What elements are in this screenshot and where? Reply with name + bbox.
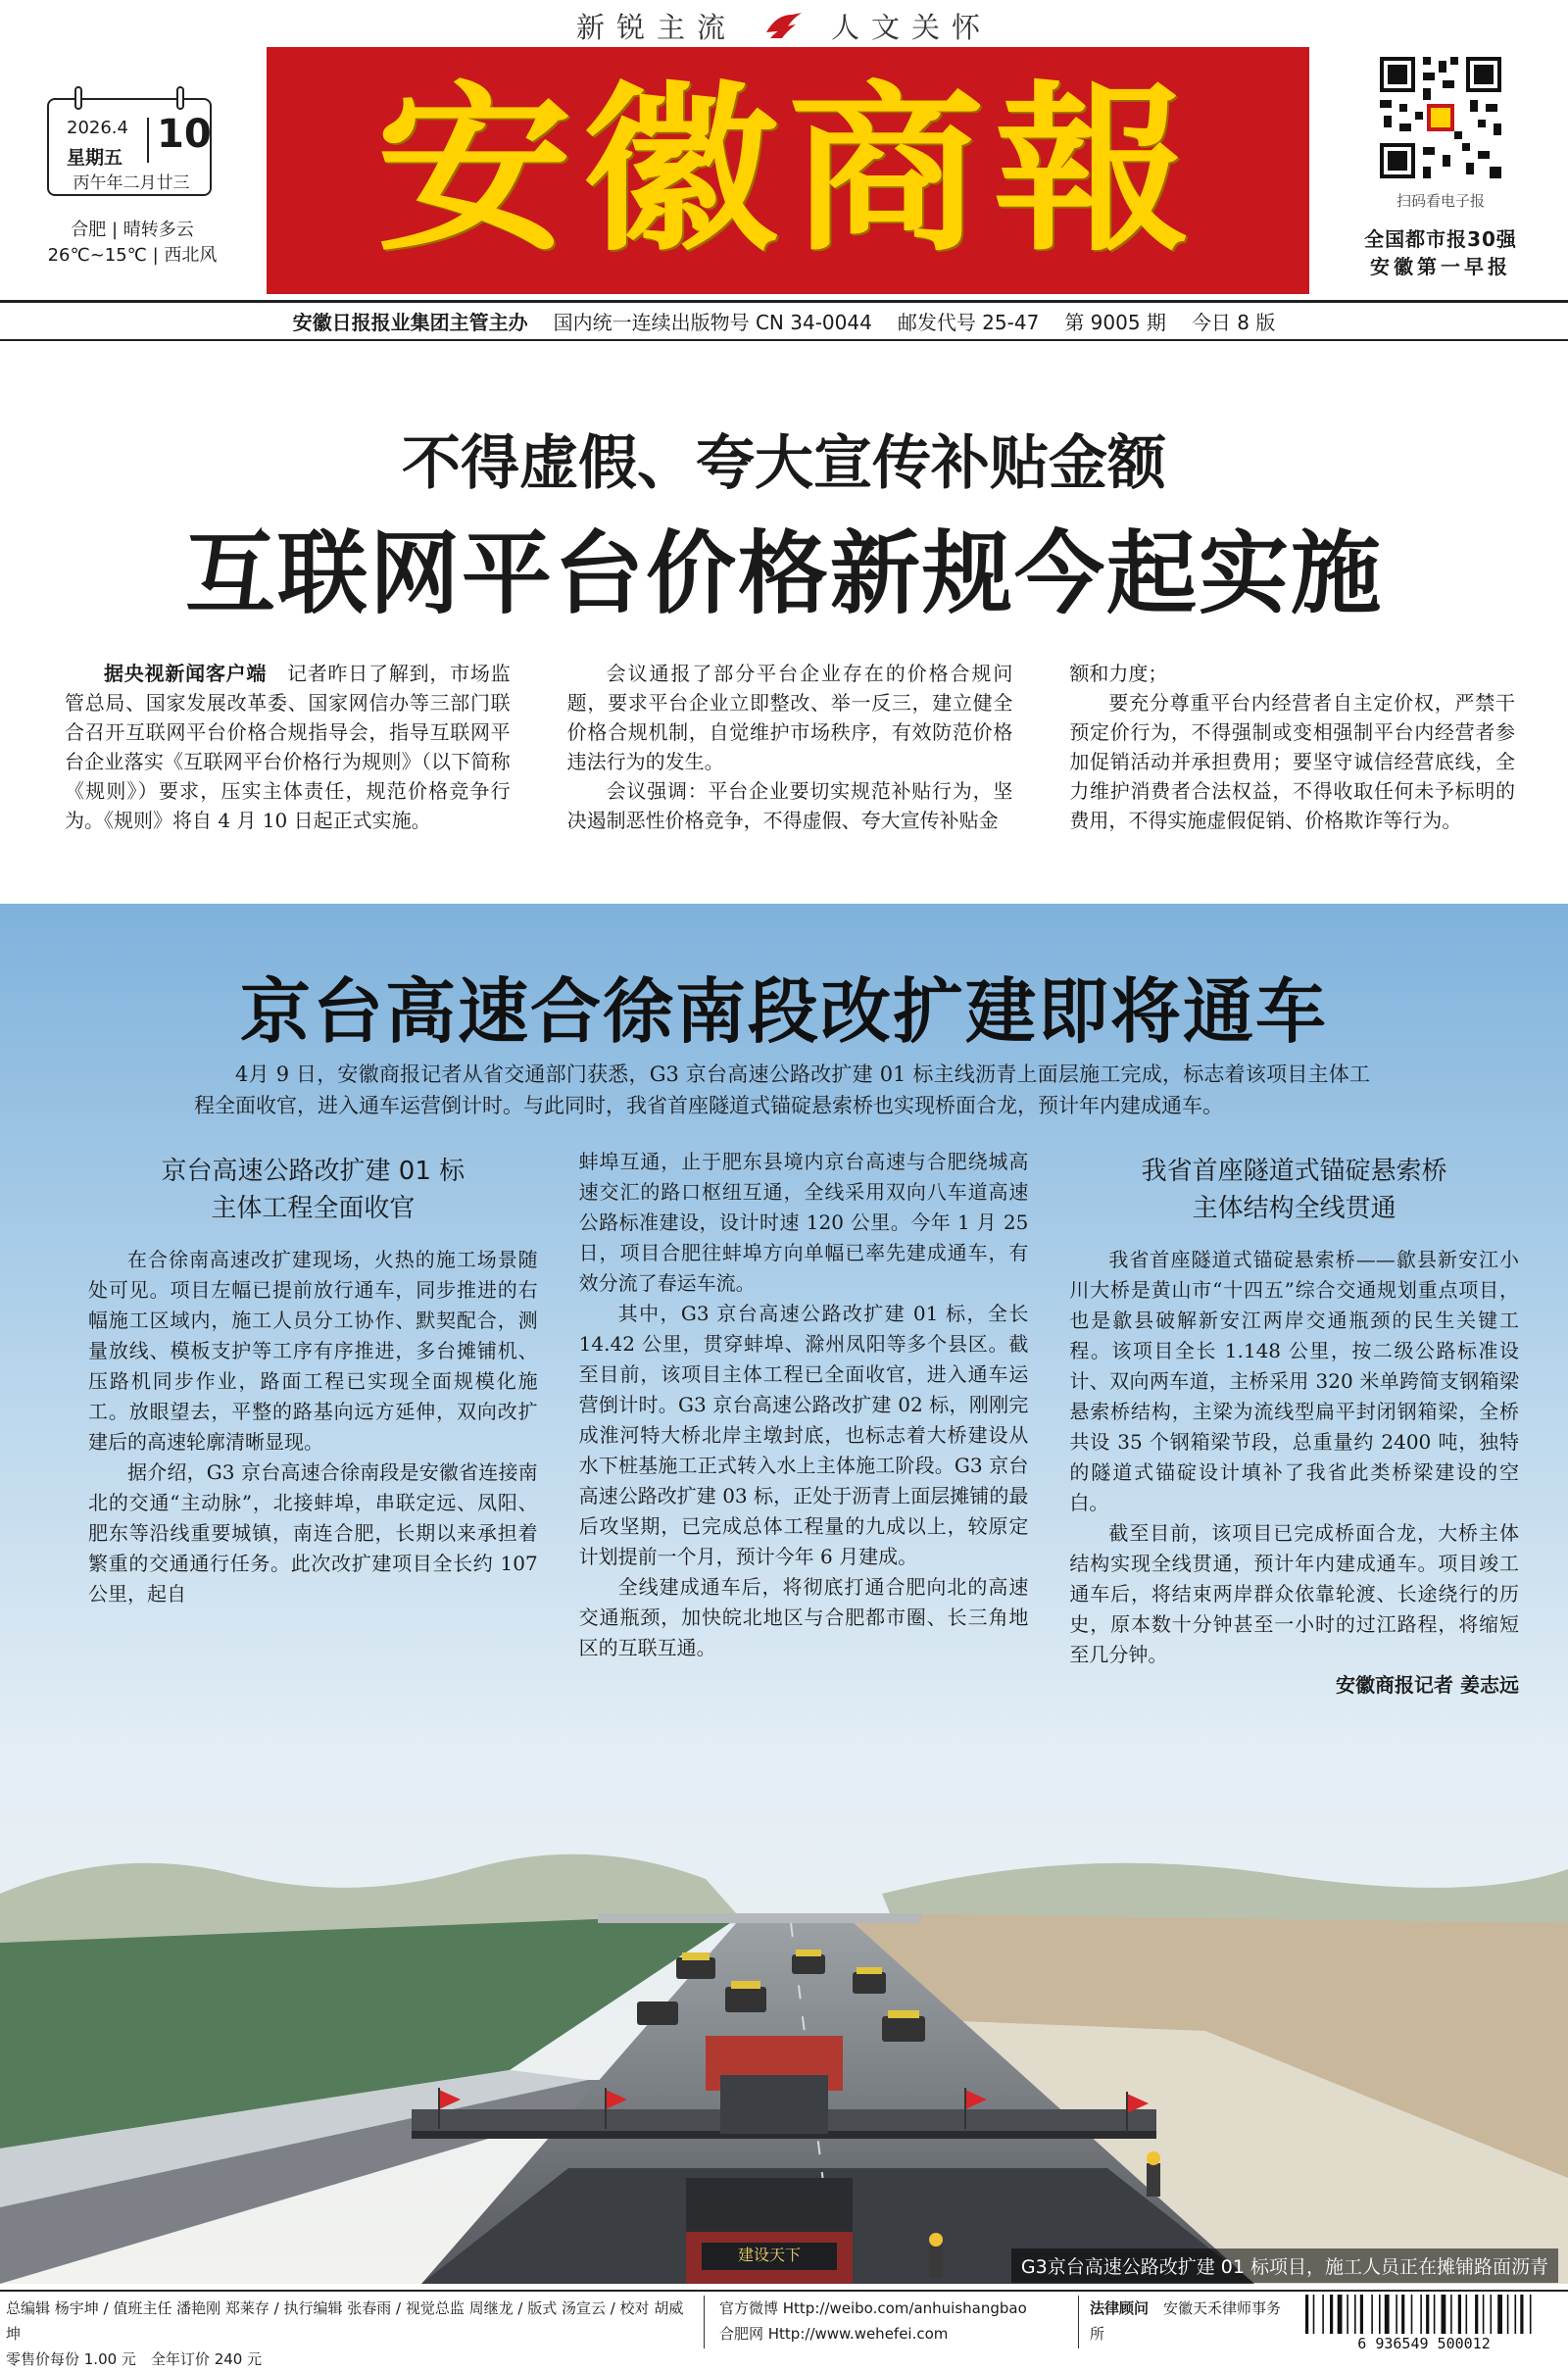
price-line: 零售价每份 1.00 元 全年订价 240 元 <box>6 2350 263 2368</box>
lead-paragraph: 记者昨日了解到，市场监管总局、国家发展改革委、国家网信办等三部门联合召开互联网平台价格合规指导会，指导互联网平台企业落实《互联网平台价格行为规则》（以下简称《规则》）要求，压实主体责任，规范价格竞争行为。《规则》将自 4 月 10 日起正式实施。 <box>65 662 511 832</box>
feature-paragraph: 截至目前，该项目已完成桥面合龙，大桥主体结构实现全线贯通，预计年内建成通车。项目竣工通车后，将结束两岸群众依靠轮渡、长途绕行的历史，原本数十分钟甚至一小时的过江路程，将缩短至几分钟。 <box>1069 1521 1520 1666</box>
truck-plate-text: 建设天下 <box>737 2246 802 2264</box>
lead-body <box>65 659 1515 855</box>
subhead-bridge-section <box>1069 1153 1519 1227</box>
newspaper-logo-icon <box>762 9 806 42</box>
qr-code-icon[interactable] <box>1376 53 1505 182</box>
lead-kicker: 不得虚假、夸大宣传补贴金额 <box>402 429 1166 498</box>
news-source: 据央视新闻客户端 <box>104 662 268 685</box>
date-box <box>47 98 212 196</box>
masthead-banner <box>267 47 1309 294</box>
issue-number: 第 9005 期 <box>1064 311 1166 334</box>
barcode-digits: 6 936549 500012 <box>1357 2335 1491 2352</box>
footer-legal <box>1090 2296 1286 2347</box>
slogan-left: 新锐主流 <box>575 10 737 44</box>
subhead-line: 主体结构全线贯通 <box>1192 1194 1396 1223</box>
feature-paragraph: 我省首座隧道式锚碇悬索桥——歙县新安江小川大桥是黄山市“十四五”综合交通规划重点项目，也是歙县破解新安江两岸交通瓶颈的民生关键工程。该项目全长 1.148 公里，按二级公路标准设计、双向两车道，主桥采用 320 米单跨简支钢箱梁悬索桥结构，主梁为流线型扁平封闭钢箱梁，全桥共设 35 个钢箱梁节段，总重量约 2400 吨，独特的隧道式锚碇设计填补了我省此类桥梁建设的空白。 <box>1069 1248 1520 1514</box>
lunar-date: 丙午年二月廿三 <box>73 173 190 193</box>
feature-body <box>88 1147 1519 1701</box>
page-count: 今日 8 版 <box>1191 311 1276 334</box>
rank-line-2: 安徽第一早报 <box>1370 255 1511 278</box>
date-year-month: 2026.4 <box>67 118 128 138</box>
date-weekday: 星期五 <box>67 147 123 169</box>
subhead-line: 主体工程全面收官 <box>211 1194 416 1223</box>
feature-byline: 安徽商报记者 姜志远 <box>1336 1673 1520 1697</box>
subhead-line: 京台高速公路改扩建 01 标 <box>161 1157 466 1186</box>
footer-web <box>719 2296 1072 2347</box>
feature-column-1 <box>88 1147 538 1701</box>
weibo-link[interactable]: 官方微博 Http://weibo.com/anhuishangbao <box>719 2299 1027 2317</box>
website-link[interactable]: 合肥网 Http://www.wehefei.com <box>719 2325 949 2343</box>
feature-column-2 <box>579 1147 1029 1701</box>
feature-paragraph: 全线建成通车后，将彻底打通合肥向北的高速交通瓶颈，加快皖北地区与合肥都市圈、长三角地区的互联互通。 <box>578 1575 1029 1659</box>
lead-headline: 互联网平台价格新规今起实施 <box>184 520 1383 626</box>
footer-staff <box>6 2296 692 2372</box>
weather-block <box>29 218 235 269</box>
lead-column-1 <box>65 659 511 855</box>
feature-paragraph: 其中，G3 京台高速公路改扩建 01 标，全长 14.42 公里，贯穿蚌埠、滁州凤阳等多个县区。截至目前，该项目主体工程已全面收官，进入通车运营倒计时。G3 京台高速公路改扩建 02 标，刚刚完成淮河特大桥北岸主墩封底，也标志着大桥建设从水下桩基施工正式转入水上主体施工阶段。G3 京台高速公路改扩建 03 标，正处于沥青上面层摊铺的最后攻坚期，已完成总体工程量的九成以上，较原定计划提前一个月，预计今年 6 月建成。 <box>578 1302 1029 1568</box>
weather-city: 合肥 | 晴转多云 <box>71 220 194 240</box>
subhead-01-section <box>88 1153 538 1227</box>
paper-name: 安徽商報 <box>375 64 1200 276</box>
feature-paragraph: 据介绍，G3 京台高速合徐南段是安徽省连接南北的交通“主动脉”，北接蚌埠，串联定远、凤阳、肥东等沿线重要城镇，南连合肥，长期以来承担着繁重的交通通行任务。此次改扩建项目全长约 107 公里，起自 <box>88 1460 538 1606</box>
lead-column-2 <box>567 659 1013 855</box>
date-day: 10 <box>157 112 212 157</box>
staff-line: 总编辑 杨宇坤 / 值班主任 潘艳刚 郑莱存 / 执行编辑 张春雨 / 视觉总监 周继龙 / 版式 汤宣云 / 校对 胡威坤 <box>6 2299 684 2343</box>
publisher: 安徽日报报业集团主管主办 <box>292 311 528 334</box>
photo-caption: G3京台高速公路改扩建 01 标项目，施工人员正在摊铺路面沥青 <box>1011 2248 1558 2283</box>
legal-label: 法律顾问 <box>1090 2299 1150 2317</box>
feature-paragraph: 在合徐南高速改扩建现场，火热的施工场景随处可见。项目左幅已提前放行通车，同步推进的右幅施工区域内，施工人员分工协作、默契配合，测量放线、模板支护等工序有序推进，多台摊铺机、压路机同步作业，路面工程已实现全面规模化施工。放眼望去，平整的路基向远方延伸，双向改扩建后的高速轮廓清晰显现。 <box>88 1248 538 1454</box>
feature-lede: 4月 9 日，安徽商报记者从省交通部门获悉，G3 京台高速公路改扩建 01 标主线沥青上面层施工完成，标志着该项目主体工程全面收官，进入通车运营倒计时。与此同时，我省首座隧道式锚碇悬索桥也实现桥面合龙，预计年内建成通车。 <box>194 1062 1370 1117</box>
lead-paragraph: 额和力度； <box>1069 662 1168 685</box>
subhead-line: 我省首座隧道式锚碇悬索桥 <box>1141 1157 1447 1186</box>
lead-column-3 <box>1069 659 1515 855</box>
slogan-right: 人文关怀 <box>831 10 993 44</box>
lead-paragraph: 要充分尊重平台内经营者自主定价权，严禁干预定价行为，不得强制或变相强制平台内经营者参加促销活动并承担费用；要坚守诚信经营底线，全力维护消费者合法权益，不得收取任何未予标明的费用，不得实施虚假促销、价格欺诈等行为。 <box>1069 691 1516 832</box>
cn-number: 国内统一连续出版物号 CN 34-0044 <box>553 311 872 334</box>
publication-info-bar <box>0 300 1568 341</box>
feature-column-3 <box>1069 1147 1519 1701</box>
feature-paragraph: 蚌埠互通，止于肥东县境内京台高速与合肥绕城高速交汇的路口枢纽互通，全线采用双向八车道高速公路标准建设，设计时速 120 公里。今年 1 月 25 日，项目合肥往蚌埠方向单幅已率先建成通车，有效分流了春运车流。 <box>578 1150 1029 1295</box>
lead-paragraph: 会议通报了部分平台企业存在的价格合规问题，要求平台企业立即整改、举一反三，建立健全价格合规机制，自觉维护市场秩序，有效防范价格违法行为的发生。 <box>566 662 1013 773</box>
postal-code: 邮发代号 25-47 <box>897 311 1040 334</box>
lead-paragraph: 会议强调：平台企业要切实规范补贴行为，坚决遏制恶性价格竞争，不得虚假、夸大宣传补贴金 <box>566 779 1013 832</box>
highway-feature <box>0 904 1568 2284</box>
legal-firm: 安徽天禾律师事务所 <box>1090 2299 1282 2343</box>
barcode-icon <box>1292 2292 1556 2352</box>
masthead-slogan <box>549 6 1019 45</box>
qr-caption: 扫码看电子报 <box>1396 192 1485 210</box>
weather-temp: 26℃~15℃ | 西北风 <box>47 245 218 266</box>
feature-title: 京台高速合徐南段改扩建即将通车 <box>239 969 1328 1053</box>
rank-line-1: 全国都市报30强 <box>1364 227 1517 251</box>
